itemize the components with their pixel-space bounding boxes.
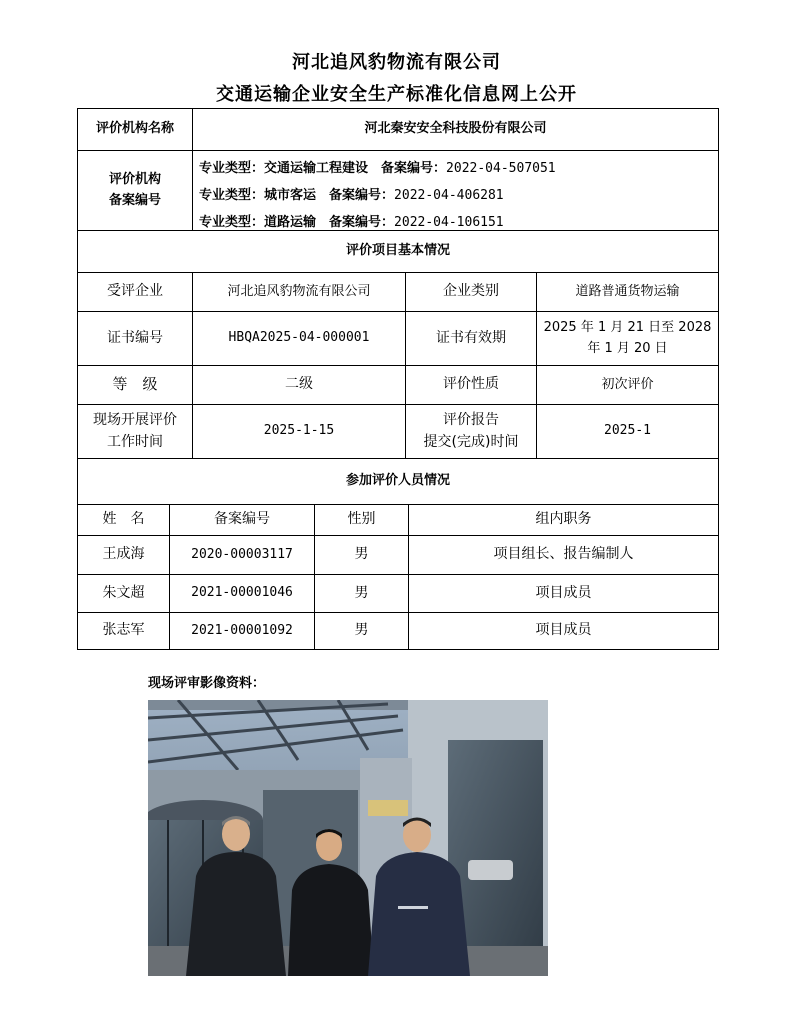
- person-gender: 男: [354, 622, 369, 639]
- project-value: 道路普通货物运输: [575, 283, 680, 299]
- column-header: 备案编号: [214, 511, 270, 528]
- project-value: 二级: [285, 376, 313, 393]
- person-name: 王成海: [102, 546, 145, 563]
- page-title: 交通运输企业安全生产标准化信息网上公开: [216, 84, 577, 105]
- org-name-value: 河北秦安安全科技股份有限公司: [364, 121, 547, 137]
- evaluation-table: [77, 108, 719, 650]
- project-section-title: 评价项目基本情况: [345, 243, 450, 259]
- project-value: 2025 年 1 月 21 日至 2028 年 1 月 20 日: [543, 320, 712, 356]
- person-filing: 2021-00001046: [191, 585, 293, 601]
- person-role: 项目成员: [535, 584, 592, 601]
- site-review-photo: [148, 700, 548, 976]
- person-gender: 男: [354, 546, 369, 563]
- project-value: 2025-1-15: [263, 423, 335, 439]
- personnel-section-title: 参加评价人员情况: [345, 473, 450, 489]
- project-label: 等 级: [112, 375, 158, 394]
- photo-caption: 现场评审影像资料：: [148, 676, 266, 691]
- project-label: 受评企业: [107, 283, 163, 300]
- person-filing: 2020-00003117: [191, 546, 293, 562]
- filing-line: 专业类型：交通运输工程建设 备案编号：2022-04-507051: [199, 161, 556, 176]
- person-role: 项目组长、报告编制人: [493, 546, 634, 563]
- project-label: 企业类别: [443, 283, 499, 300]
- project-value: 初次评价: [601, 376, 654, 392]
- person-filing: 2021-00001092: [191, 622, 293, 638]
- column-header: 性别: [347, 511, 376, 528]
- org-filing-list: [199, 151, 714, 230]
- project-label: 评价报告 提交(完成)时间: [423, 411, 519, 450]
- person-gender: 男: [354, 584, 369, 601]
- project-value: 2025-1: [604, 423, 651, 439]
- person-role: 项目成员: [535, 622, 592, 639]
- project-label: 证书有效期: [436, 329, 506, 346]
- org-filing-label: 评价机构 备案编号: [108, 172, 161, 208]
- filing-line: 专业类型：道路运输 备案编号：2022-04-106151: [199, 215, 504, 230]
- project-label: 评价性质: [443, 376, 499, 393]
- column-header: 姓 名: [102, 511, 145, 528]
- project-value: 河北追风豹物流有限公司: [227, 283, 371, 299]
- org-name-label: 评价机构名称: [95, 121, 174, 137]
- project-label: 现场开展评价 工作时间: [93, 411, 177, 450]
- project-label: 证书编号: [107, 329, 163, 346]
- person-name: 张志军: [102, 622, 145, 639]
- column-header: 组内职务: [535, 511, 592, 528]
- filing-line: 专业类型：城市客运 备案编号：2022-04-406281: [199, 188, 504, 203]
- company-title: 河北追风豹物流有限公司: [292, 52, 501, 73]
- person-name: 朱文超: [102, 584, 145, 601]
- project-value: HBQA2025-04-000001: [228, 330, 370, 346]
